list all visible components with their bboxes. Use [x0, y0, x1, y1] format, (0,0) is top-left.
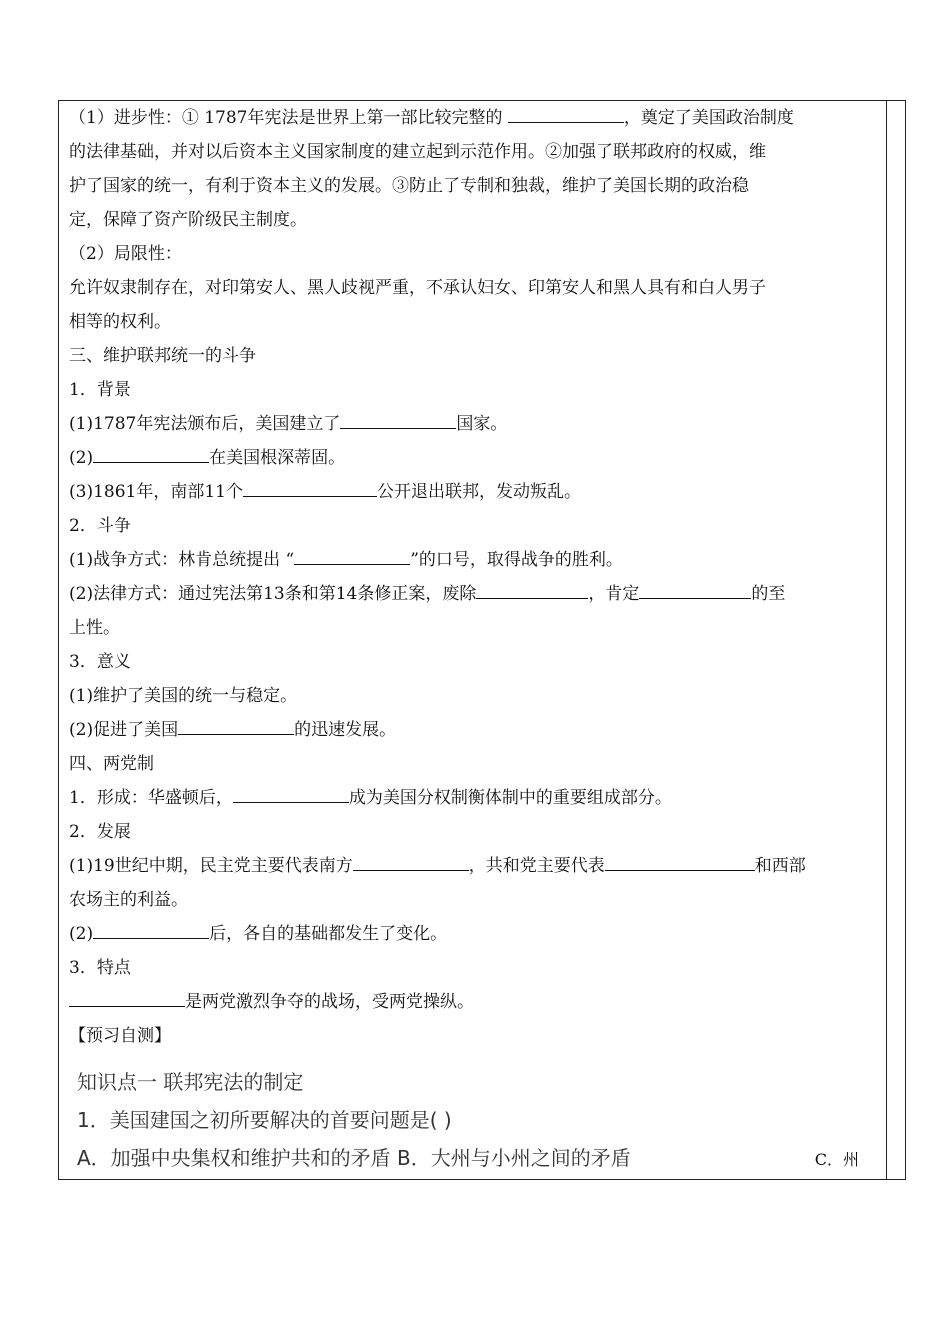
text: 公开退出联邦，发动叛乱。: [376, 482, 581, 502]
text: 在美国根深蒂固。: [209, 448, 346, 468]
text: 成为美国分权制衡体制中的重要组成部分。: [348, 788, 672, 808]
subheading: 2．斗争: [69, 516, 131, 536]
text-line: 农场主的利益。: [69, 890, 188, 910]
subheading: 3．特点: [69, 958, 131, 978]
text-line: 允许奴隶制存在，对印第安人、黑人歧视严重，不承认妇女、印第安人和黑人具有和白人男子: [69, 278, 766, 298]
embedded-question-image: [69, 1056, 877, 1178]
text: (1)1787年宪法颁布后，美国建立了: [69, 414, 341, 434]
text: (2): [69, 924, 94, 944]
fill-blank[interactable]: [508, 104, 624, 123]
knowledge-point-title: 知识点一 联邦宪法的制定: [77, 1070, 304, 1094]
section-heading: 三、维护联邦统一的斗争: [69, 346, 256, 366]
fill-blank[interactable]: [476, 580, 588, 599]
text: 后，各自的基础都发生了变化。: [209, 924, 448, 944]
question-text: 1．美国建国之初所要解决的首要问题是( ): [77, 1108, 452, 1132]
text-line: [69, 441, 877, 475]
document-table: [58, 100, 906, 1180]
text: (2)促进了美国: [69, 720, 179, 740]
fill-blank[interactable]: [233, 784, 349, 803]
text: ，共和党主要代表: [468, 856, 605, 876]
text: 1．形成：华盛顿后，: [69, 788, 233, 808]
text-line: 护了国家的统一，有利于资本主义的发展。③防止了专制和独裁，维护了美国长期的政治稳: [69, 176, 749, 196]
text-line: 相等的权利。: [69, 312, 171, 332]
text-line: 上性。: [69, 618, 120, 638]
fill-blank[interactable]: [178, 716, 294, 735]
text-line: [69, 917, 877, 951]
text: (1)战争方式：林肯总统提出 “: [69, 550, 295, 570]
text-line: [69, 849, 877, 883]
text-line: [69, 985, 877, 1019]
content-cell: [69, 101, 877, 1053]
subheading: 1．背景: [69, 380, 131, 400]
text: 的迅速发展。: [294, 720, 397, 740]
fill-blank[interactable]: [243, 478, 377, 497]
fill-blank[interactable]: [353, 852, 469, 871]
text-line: [69, 781, 877, 815]
option-c-fragment: C．州: [814, 1150, 859, 1169]
fill-blank[interactable]: [605, 852, 755, 871]
question-options: A．加强中央集权和维护共和的矛盾 B．大州与小州之间的矛盾: [77, 1146, 631, 1170]
text: (2): [69, 448, 94, 468]
text-line: 定，保障了资产阶级民主制度。: [69, 210, 307, 230]
text: 是两党激烈争夺的战场，受两党操纵。: [185, 992, 474, 1012]
subheading: 2．发展: [69, 822, 131, 842]
fill-blank[interactable]: [93, 920, 209, 939]
text-line: [69, 543, 877, 577]
subheading: （2）局限性：: [69, 244, 182, 264]
subheading: 3．意义: [69, 652, 131, 672]
section-heading: 四、两党制: [69, 754, 154, 774]
text: (2)法律方式：通过宪法第13条和第14条修正案，废除: [69, 584, 477, 604]
text-line: [69, 101, 877, 135]
fill-blank[interactable]: [93, 444, 209, 463]
text: 的至: [751, 584, 786, 604]
fill-blank[interactable]: [639, 580, 751, 599]
fill-blank[interactable]: [69, 988, 185, 1007]
text: 国家。: [456, 414, 508, 434]
text-line: 的法律基础，并对以后资本主义国家制度的建立起到示范作用。②加强了联邦政府的权威，维: [69, 142, 766, 162]
text: (3)1861年，南部11个: [69, 482, 243, 502]
section-heading: 【预习自测】: [69, 1026, 171, 1046]
text-line: [69, 407, 877, 441]
text-line: [69, 713, 877, 747]
text: ”的口号，取得战争的胜利。: [410, 550, 623, 570]
column-divider: [886, 101, 887, 1179]
text-line: [69, 475, 877, 509]
text: 和西部: [754, 856, 806, 876]
text: （1）进步性：① 1787年宪法是世界上第一部比较完整的: [69, 108, 503, 128]
text: ，肯定: [588, 584, 640, 604]
text: ，奠定了美国政治制度: [623, 108, 794, 128]
fill-blank[interactable]: [340, 410, 456, 429]
fill-blank[interactable]: [294, 546, 410, 565]
text: (1)19世纪中期，民主党主要代表南方: [69, 856, 353, 876]
text-line: (1)维护了美国的统一与稳定。: [69, 686, 298, 706]
text-line: [69, 577, 877, 611]
